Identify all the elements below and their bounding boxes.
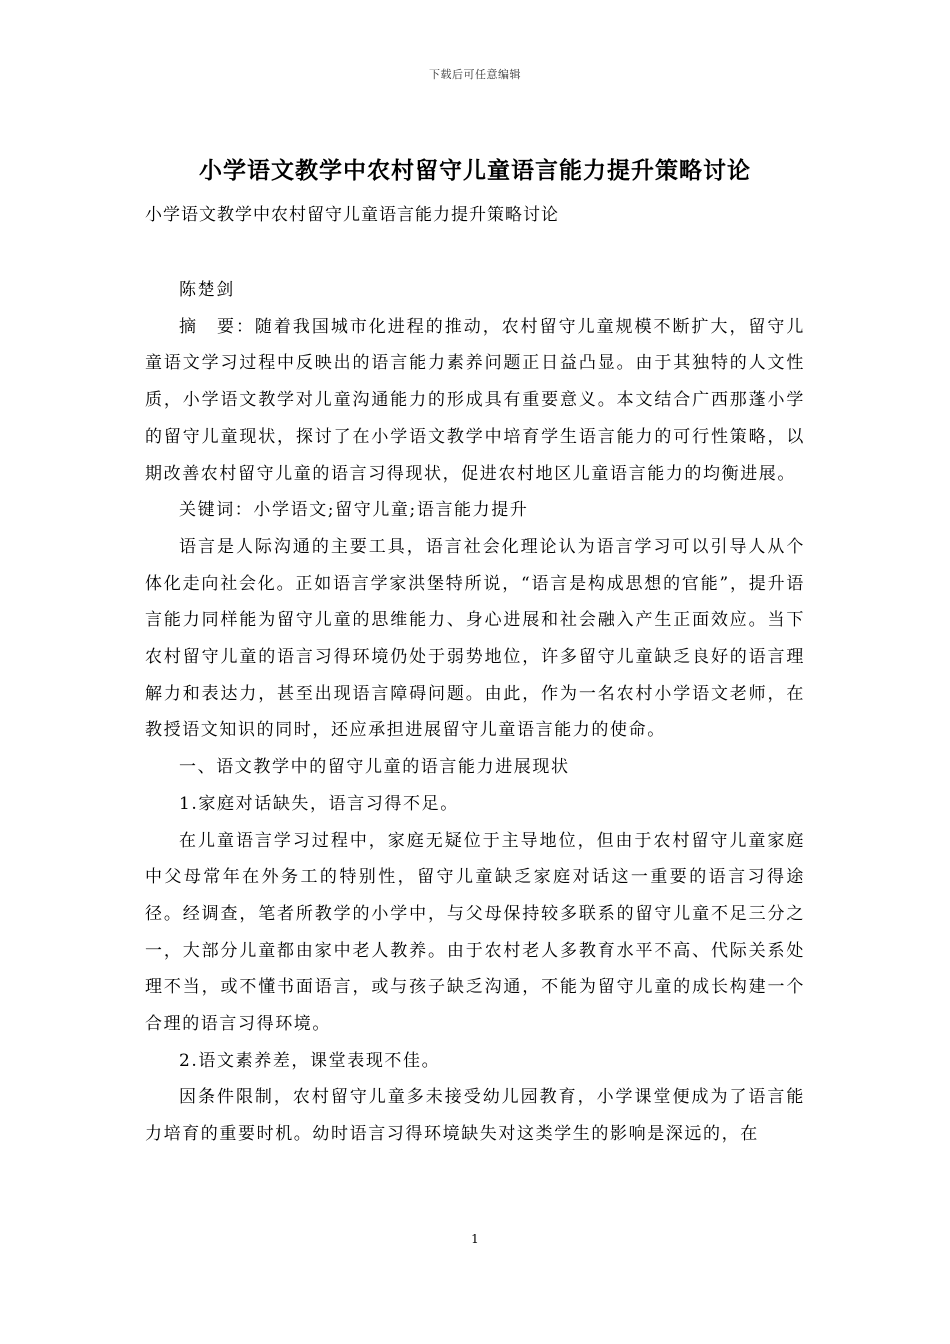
document-body — [145, 272, 805, 1153]
header-note: 下载后可任意编辑 — [429, 68, 521, 81]
body-paragraph: 在儿童语言学习过程中，家庭无疑位于主导地位，但由于农村留守儿童家庭中父母常年在外务工的特别性，留守儿童缺乏家庭对话这一重要的语言习得途径。经调查，笔者所教学的小学中，与父母保持较多联系的留守儿童不足三分之一，大部分儿童都由家中老人教养。由于农村老人多教育水平不高、代际关系处理不当，或不懂书面语言，或与孩子缺乏沟通，不能为留守儿童的成长构建一个合理的语言习得环境。 — [145, 830, 805, 1035]
document-title: 小学语文教学中农村留守儿童语言能力提升策略讨论 — [199, 157, 751, 184]
subsection-heading: 1.家庭对话缺失，语言习得不足。 — [179, 793, 459, 814]
page-number: 1 — [471, 1232, 479, 1246]
author-line: 陈楚剑 — [179, 280, 235, 300]
intro-paragraph: 语言是人际沟通的主要工具，语言社会化理论认为语言学习可以引导人从个体化走向社会化。正如语言学家洪堡特所说，“语言是构成思想的官能”，提升语言能力同样能为留守儿童的思维能力、身心进展和社会融入产生正面效应。当下农村留守儿童的语言习得环境仍处于弱势地位，许多留守儿童缺乏良好的语言理解力和表达力，甚至出现语言障碍问题。由此，作为一名农村小学语文老师，在教授语文知识的同时，还应承担进展留守儿童语言能力的使命。 — [145, 536, 805, 741]
subsection-heading: 2.语文素养差，课堂表现不佳。 — [179, 1050, 441, 1071]
section-heading: 一、语文教学中的留守儿童的语言能力进展现状 — [179, 757, 570, 778]
body-paragraph: 因条件限制，农村留守儿童多未接受幼儿园教育，小学课堂便成为了语言能力培育的重要时机。幼时语言习得环境缺失对这类学生的影响是深远的，在 — [145, 1087, 805, 1145]
abstract-paragraph: 摘 要：随着我国城市化进程的推动，农村留守儿童规模不断扩大，留守儿童语文学习过程中反映出的语言能力素养问题正日益凸显。由于其独特的人文性质，小学语文教学对儿童沟通能力的形成具有重要意义。本文结合广西那蓬小学的留守儿童现状，探讨了在小学语文教学中培育学生语言能力的可行性策略，以期改善农村留守儿童的语言习得现状，促进农村地区儿童语言能力的均衡进展。 — [145, 316, 805, 484]
keywords-line: 关键词：小学语文;留守儿童;语言能力提升 — [179, 500, 529, 521]
document-subtitle: 小学语文教学中农村留守儿童语言能力提升策略讨论 — [145, 205, 559, 225]
